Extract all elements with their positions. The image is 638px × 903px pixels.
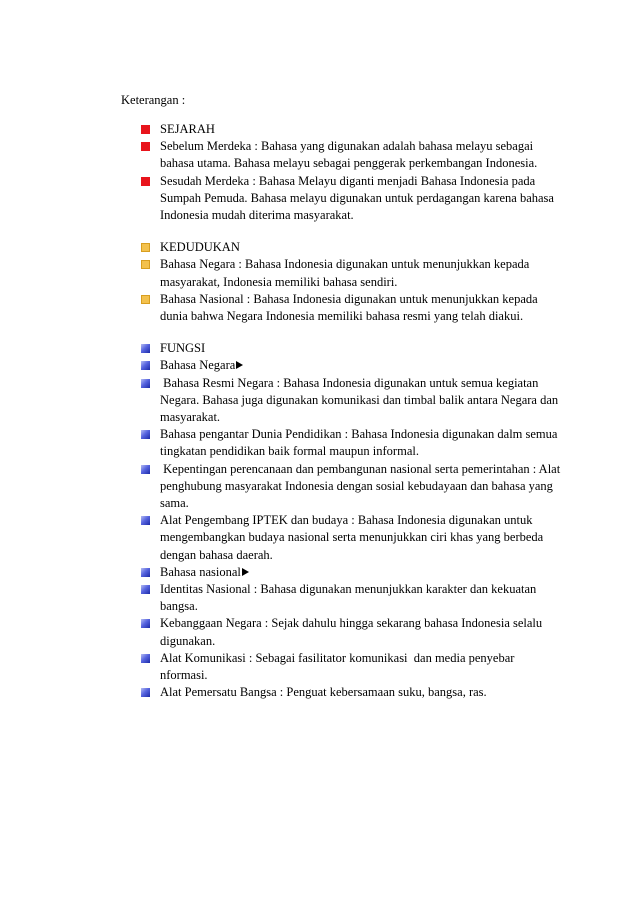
item-text: Sesudah Merdeka : Bahasa Melayu diganti menjadi Bahasa Indonesia pada Sumpah Pemuda. Bahasa melayu digunakan untuk perdagangan karena bahasa Indonesia mudah diterima masyarakat. (160, 173, 554, 223)
blue-square-bullet-icon (141, 465, 150, 474)
item-text: Bahasa Negara (160, 358, 236, 373)
fungsi-item (141, 512, 561, 564)
arrow-right-icon (236, 361, 243, 369)
yellow-square-bullet-icon (141, 260, 150, 269)
item-text: Kepentingan perencanaan dan pembangunan nasional serta pemerintahan : Alat penghubung masyarakat Indonesia dengan sosial kebudayaan dan bahasa yang sama. (160, 461, 564, 511)
fungsi-item (141, 684, 561, 701)
item-text: Alat Pemersatu Bangsa : Penguat kebersamaan suku, bangsa, ras. (160, 685, 487, 700)
fungsi-item (141, 461, 564, 513)
blue-square-bullet-icon (141, 654, 150, 663)
bullet-list (141, 121, 564, 702)
fungsi-item (141, 357, 561, 374)
item-text: Bahasa nasional (160, 564, 241, 579)
yellow-square-bullet-icon (141, 295, 150, 304)
sejarah-title-item (141, 121, 561, 138)
item-text: Alat Pengembang IPTEK dan budaya : Bahasa Indonesia digunakan untuk mengembangkan budaya nasional serta menunjukkan ciri khas yang berbeda dengan bahasa daerah. (160, 513, 544, 562)
fungsi-item (141, 426, 561, 460)
blue-square-bullet-icon (141, 379, 150, 388)
arrow-right-icon (242, 568, 249, 576)
item-text: Sebelum Merdeka : Bahasa yang digunakan adalah bahasa melayu sebagai bahasa utama. Bahasa melayu sebagai penggerak perkembangan Indonesia. (160, 139, 538, 171)
blue-square-bullet-icon (141, 688, 150, 697)
kedudukan-item (141, 256, 561, 290)
blue-square-bullet-icon (141, 516, 150, 525)
kedudukan-title-item (141, 239, 561, 256)
fungsi-item (141, 615, 561, 649)
item-text: Bahasa Nasional : Bahasa Indonesia digunakan untuk menunjukkan kepada dunia bahwa Negara Indonesia memiliki bahasa resmi yang telah diakui. (160, 291, 538, 324)
item-text: Identitas Nasional : Bahasa digunakan menunjukkan karakter dan kekuatan bangsa. (160, 582, 537, 614)
item-text: Bahasa Resmi Negara : Bahasa Indonesia digunakan untuk semua kegiatan Negara. Bahasa juga digunakan komunikasi dan timbal balik antara Negara dan masyarakat. (160, 375, 562, 425)
red-square-bullet-icon (141, 142, 150, 151)
fungsi-title-item (141, 340, 561, 357)
item-text: FUNGSI (160, 341, 206, 356)
group-spacer (141, 224, 561, 239)
sejarah-item (141, 173, 561, 225)
blue-square-bullet-icon (141, 361, 150, 370)
blue-square-bullet-icon (141, 344, 150, 353)
red-square-bullet-icon (141, 177, 150, 186)
red-square-bullet-icon (141, 125, 150, 134)
blue-square-bullet-icon (141, 619, 150, 628)
yellow-square-bullet-icon (141, 243, 150, 252)
blue-square-bullet-icon (141, 585, 150, 594)
fungsi-item (141, 375, 561, 427)
item-text: SEJARAH (160, 122, 215, 136)
fungsi-item (141, 650, 561, 684)
blue-square-bullet-icon (141, 430, 150, 439)
item-text: Kebanggaan Negara : Sejak dahulu hingga sekarang bahasa Indonesia selalu digunakan. (160, 616, 543, 648)
blue-square-bullet-icon (141, 568, 150, 577)
item-text: Bahasa pengantar Dunia Pendidikan : Bahasa Indonesia digunakan dalm semua tingkatan pendidikan baik formal maupun informal. (160, 427, 558, 459)
item-text: Alat Komunikasi : Sebagai fasilitator komunikasi dan media penyebar nformasi. (160, 650, 518, 683)
fungsi-item (141, 581, 561, 615)
sejarah-item (141, 138, 561, 172)
keterangan-heading: Keterangan : (121, 93, 186, 107)
fungsi-item (141, 564, 561, 581)
kedudukan-item (141, 291, 561, 325)
group-spacer (141, 325, 561, 340)
item-text: KEDUDUKAN (160, 240, 240, 255)
item-text: Bahasa Negara : Bahasa Indonesia digunakan untuk menunjukkan kepada masyarakat, Indonesia memiliki bahasa sendiri. (160, 257, 530, 289)
